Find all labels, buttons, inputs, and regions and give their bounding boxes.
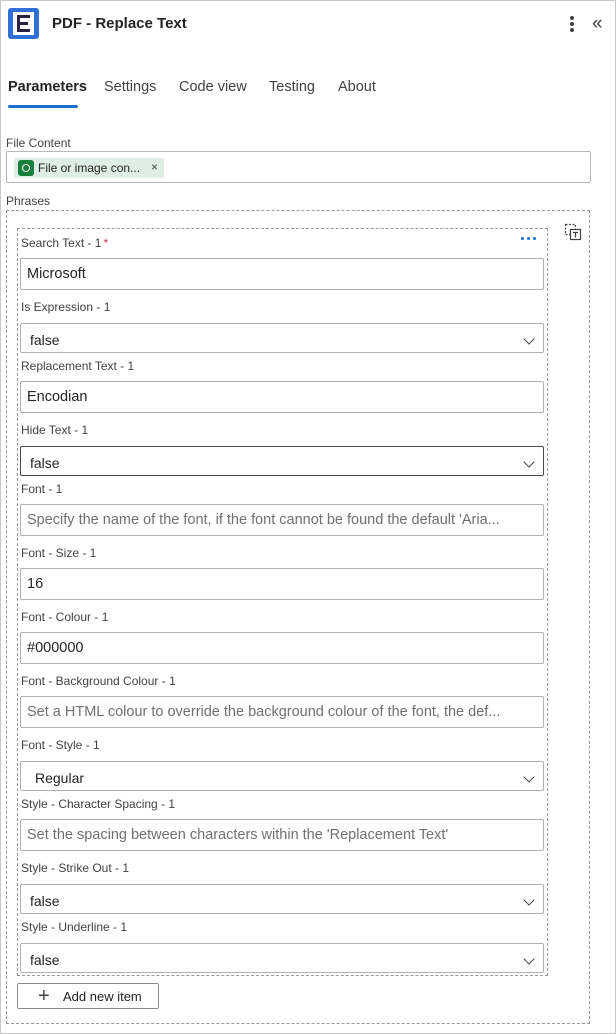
- is-expression-dropdown[interactable]: [20, 323, 544, 353]
- tab-bar: [0, 76, 616, 108]
- font-background-colour-field[interactable]: [20, 696, 544, 728]
- font-background-colour-label: Font - Background Colour - 1: [21, 674, 176, 688]
- font-placeholder: Specify the name of the font, if the font cannot be found the default 'Aria...: [27, 512, 500, 528]
- add-new-item-label: Add new item: [63, 989, 142, 1004]
- tab-code-view[interactable]: Code view: [179, 79, 247, 95]
- font-field[interactable]: [20, 504, 544, 536]
- hide-text-dropdown[interactable]: [20, 446, 544, 476]
- add-new-item-button[interactable]: [17, 983, 159, 1009]
- character-spacing-field[interactable]: [20, 819, 544, 851]
- replacement-text-field[interactable]: [20, 381, 544, 413]
- tab-testing[interactable]: Testing: [269, 79, 315, 95]
- underline-dropdown[interactable]: [20, 943, 544, 973]
- replacement-text-value: Encodian: [27, 389, 88, 405]
- panel-title: PDF - Replace Text: [52, 15, 187, 32]
- search-text-field[interactable]: [20, 258, 544, 290]
- font-colour-field[interactable]: [20, 632, 544, 664]
- encodian-logo-icon: [8, 8, 39, 39]
- active-tab-indicator: [8, 105, 78, 108]
- underline-label: Style - Underline - 1: [21, 920, 128, 934]
- dataverse-icon: [18, 160, 34, 176]
- replacement-text-label: Replacement Text - 1: [21, 359, 135, 373]
- character-spacing-label: Style - Character Spacing - 1: [21, 797, 176, 811]
- strike-out-label: Style - Strike Out - 1: [21, 861, 130, 875]
- required-asterisk: *: [103, 236, 109, 250]
- more-vertical-icon[interactable]: [564, 13, 580, 35]
- file-content-input[interactable]: [6, 151, 591, 183]
- search-text-value: Microsoft: [27, 266, 86, 282]
- file-content-token-label: File or image con...: [38, 161, 141, 175]
- character-spacing-placeholder: Set the spacing between characters within the 'Replacement Text': [27, 827, 449, 843]
- panel-header: [0, 0, 616, 50]
- search-text-label: Search Text - 1 *: [21, 236, 109, 250]
- switch-to-input-array-icon[interactable]: [564, 223, 582, 241]
- plus-icon: +: [38, 985, 50, 1007]
- font-background-colour-placeholder: Set a HTML colour to override the background colour of the font, the def...: [27, 704, 501, 720]
- item-more-options-icon[interactable]: [519, 232, 539, 244]
- font-style-label: Font - Style - 1: [21, 738, 100, 752]
- hide-text-value: false: [30, 455, 60, 471]
- font-colour-label: Font - Colour - 1: [21, 610, 109, 624]
- font-style-dropdown[interactable]: [20, 761, 544, 791]
- tab-about[interactable]: About: [338, 79, 376, 95]
- remove-token-icon[interactable]: ×: [151, 160, 159, 174]
- font-label: Font - 1: [21, 482, 63, 496]
- font-size-label: Font - Size - 1: [21, 546, 97, 560]
- double-chevron-left-icon[interactable]: «: [592, 13, 603, 34]
- font-colour-value: #000000: [27, 640, 84, 656]
- tab-parameters[interactable]: Parameters: [8, 79, 87, 95]
- file-content-token[interactable]: [14, 158, 164, 178]
- hide-text-label: Hide Text - 1: [21, 423, 89, 437]
- is-expression-value: false: [30, 332, 60, 348]
- font-size-value: 16: [27, 576, 44, 592]
- strike-out-dropdown[interactable]: [20, 884, 544, 914]
- strike-out-value: false: [30, 893, 60, 909]
- font-size-field[interactable]: [20, 568, 544, 600]
- font-style-value: Regular: [35, 770, 85, 786]
- underline-value: false: [30, 952, 60, 968]
- phrases-label: Phrases: [6, 194, 51, 208]
- tab-settings[interactable]: Settings: [104, 79, 157, 95]
- file-content-label: File Content: [6, 136, 71, 150]
- is-expression-label: Is Expression - 1: [21, 300, 111, 314]
